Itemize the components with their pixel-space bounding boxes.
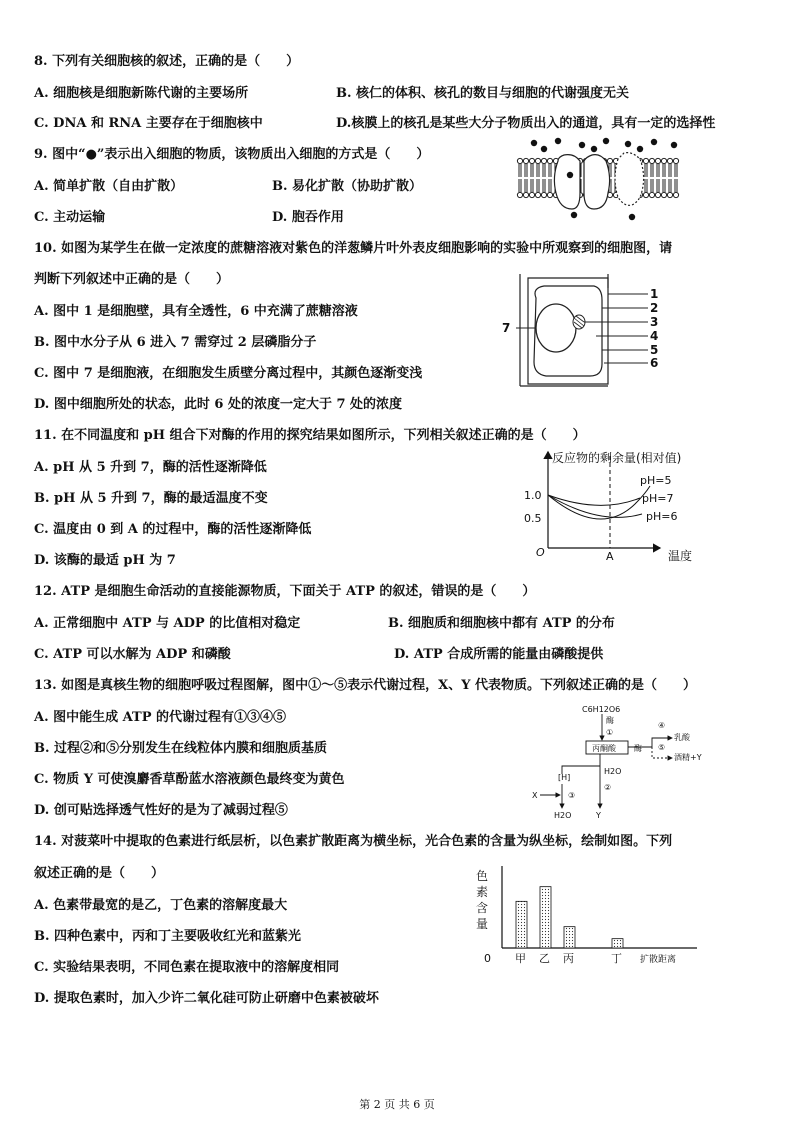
x-label: X [532, 791, 538, 800]
series-label-ph7: pH=7 [642, 492, 674, 505]
q13-option-a: A. 图中能生成 ATP 的代谢过程有①③④⑤ [34, 710, 287, 725]
pigment-xlabel: 扩散距离 [640, 955, 677, 965]
q8-option-a: A. 细胞核是细胞新陈代谢的主要场所 [34, 86, 249, 101]
q12-option-d: D. ATP 合成所需的能量由磷酸提供 [394, 647, 604, 662]
pigment-ylabel-char: 色 [476, 869, 489, 883]
pigment-ylabel-char: 含 [476, 901, 489, 915]
q10-option-c: C. 图中 7 是细胞液，在细胞发生质壁分离过程中，其颜色逐渐变浅 [34, 366, 423, 381]
pigment-ylabel-char: 量 [476, 917, 489, 931]
q13-option-d: D. 创可贴选择透气性好的是为了减弱过程⑤ [34, 803, 288, 818]
process-2-label: ② [604, 783, 612, 792]
pigment-ylabel-char: 素 [476, 885, 489, 899]
pigment-category-3: 丙 [563, 952, 574, 965]
y-label: Y [596, 811, 601, 820]
q12-option-a: A. 正常细胞中 ATP 与 ADP 的比值相对稳定 [34, 616, 301, 631]
cell-label-2: 2 [650, 301, 659, 315]
chart-ylabel: 反应物的剩余量(相对值) [552, 451, 682, 465]
h2o-out-label: H2O [554, 811, 572, 820]
chart-ytick-05: 0.5 [524, 512, 542, 525]
q11-stem: 11. 在不同温度和 pH 组合下对酶的作用的探究结果如图所示，下列相关叙述正确的是（ ） [34, 428, 586, 443]
series-label-ph5: pH=5 [640, 474, 672, 487]
q12-option-c: C. ATP 可以水解为 ADP 和磷酸 [34, 647, 231, 662]
chart-xlabel: 温度 [668, 549, 693, 563]
q14-option-b: B. 四种色素中，丙和丁主要吸收红光和蓝紫光 [34, 929, 302, 944]
cell-label-5: 5 [650, 343, 659, 357]
cell-label-6: 6 [650, 356, 659, 370]
enzyme-label-2: 酶 [634, 744, 642, 753]
q8-option-b: B. 核仁的体积、核孔的数目与细胞的代谢强度无关 [336, 86, 630, 101]
chart-ytick-1: 1.0 [524, 489, 542, 502]
page-footer: 第 2 页 共 6 页 [359, 1098, 435, 1111]
q10-option-b: B. 图中水分子从 6 进入 7 需穿过 2 层磷脂分子 [34, 335, 317, 350]
q11-option-d: D. 该酶的最适 pH 为 7 [34, 553, 176, 568]
pigment-category-2: 乙 [539, 952, 550, 965]
q10-option-a: A. 图中 1 是细胞壁，具有全透性，6 中充满了蔗糖溶液 [34, 304, 358, 319]
q10-stem-line1: 10. 如图为某学生在做一定浓度的蔗糖溶液对紫色的洋葱鳞片叶外表皮细胞影响的实验中所观察到的细胞图，请 [34, 241, 673, 256]
pigment-bar-3 [564, 927, 575, 948]
series-label-ph6: pH=6 [646, 510, 678, 523]
pigment-bar-4 [612, 939, 623, 948]
membrane-figure [514, 135, 684, 220]
q14-option-c: C. 实验结果表明，不同色素在提取液中的溶解度相同 [34, 960, 340, 975]
enzyme-temperature-chart [524, 446, 710, 568]
h-label: [H] [558, 773, 571, 782]
alcohol-label: 酒精+Y [674, 753, 702, 762]
plasmolysis-cell-figure [498, 268, 668, 393]
q13-stem: 13. 如图是真核生物的细胞呼吸过程图解，图中①～⑤表示代谢过程，X、Y 代表物质。下列叙述正确的是（ ） [34, 678, 697, 693]
pigment-bar-1 [516, 901, 527, 948]
q11-option-a: A. pH 从 5 升到 7，酶的活性逐渐降低 [34, 460, 267, 475]
q9-stem: 9. 图中“●”表示出入细胞的物质，该物质出入细胞的方式是（ ） [34, 147, 430, 162]
q12-stem: 12. ATP 是细胞生命活动的直接能源物质，下面关于 ATP 的叙述，错误的是（ ） [34, 584, 536, 599]
cell-label-1: 1 [650, 287, 659, 301]
q9-option-d: D. 胞吞作用 [272, 210, 344, 225]
cell-label-7: 7 [502, 321, 511, 335]
pigment-origin: 0 [484, 952, 491, 965]
q8-option-c: C. DNA 和 RNA 主要存在于细胞核中 [34, 116, 263, 131]
q14-stem-line2: 叙述正确的是（ ） [34, 866, 165, 881]
q11-option-b: B. pH 从 5 升到 7，酶的最适温度不变 [34, 491, 268, 506]
respiration-diagram [526, 700, 726, 822]
cell-label-4: 4 [650, 329, 659, 343]
pigment-bar-2 [540, 887, 551, 948]
lactate-label: 乳酸 [674, 733, 690, 742]
q8-option-d: D.核膜上的核孔是某些大分子物质出入的通道，具有一定的选择性 [336, 116, 716, 131]
q10-option-d: D. 图中细胞所处的状态，此时 6 处的浓度一定大于 7 处的浓度 [34, 397, 403, 412]
q12-option-b: B. 细胞质和细胞核中都有 ATP 的分布 [388, 616, 615, 631]
pyruvate-label: 丙酮酸 [592, 744, 616, 753]
h2o-in-label: H2O [604, 767, 622, 776]
process-1-label: ① [606, 728, 614, 737]
pigment-category-4: 丁 [611, 952, 622, 965]
cell-label-3: 3 [650, 315, 659, 329]
enzyme-label-1: 酶 [606, 716, 614, 725]
q13-option-c: C. 物质 Y 可使溴麝香草酚蓝水溶液颜色最终变为黄色 [34, 772, 345, 787]
q9-option-a: A. 简单扩散（自由扩散） [34, 179, 184, 194]
q10-stem-line2: 判断下列叙述中正确的是（ ） [34, 272, 230, 287]
q14-stem-line1: 14. 对菠菜叶中提取的色素进行纸层析，以色素扩散距离为横坐标，光合色素的含量为纵坐标，绘制如图。下列 [34, 834, 673, 849]
chart-xtick-a: A [606, 550, 614, 563]
process-5-label: ⑤ [658, 743, 666, 752]
q9-option-c: C. 主动运输 [34, 210, 106, 225]
q14-option-d: D. 提取色素时，加入少许二氧化硅可防止研磨中色素被破坏 [34, 991, 379, 1006]
q11-option-c: C. 温度由 0 到 A 的过程中，酶的活性逐渐降低 [34, 522, 312, 537]
q9-option-b: B. 易化扩散（协助扩散） [272, 179, 423, 194]
pigment-chart [472, 858, 712, 968]
q14-option-a: A. 色素带最宽的是乙，丁色素的溶解度最大 [34, 898, 288, 913]
process-4-label: ④ [658, 721, 666, 730]
pigment-category-1: 甲 [515, 952, 526, 965]
q8-stem: 8. 下列有关细胞核的叙述，正确的是（ ） [34, 54, 300, 69]
glucose-label: C6H12O6 [582, 705, 621, 714]
process-3-label: ③ [568, 791, 576, 800]
q13-option-b: B. 过程②和⑤分别发生在线粒体内膜和细胞质基质 [34, 741, 328, 756]
chart-origin: O [536, 546, 545, 559]
